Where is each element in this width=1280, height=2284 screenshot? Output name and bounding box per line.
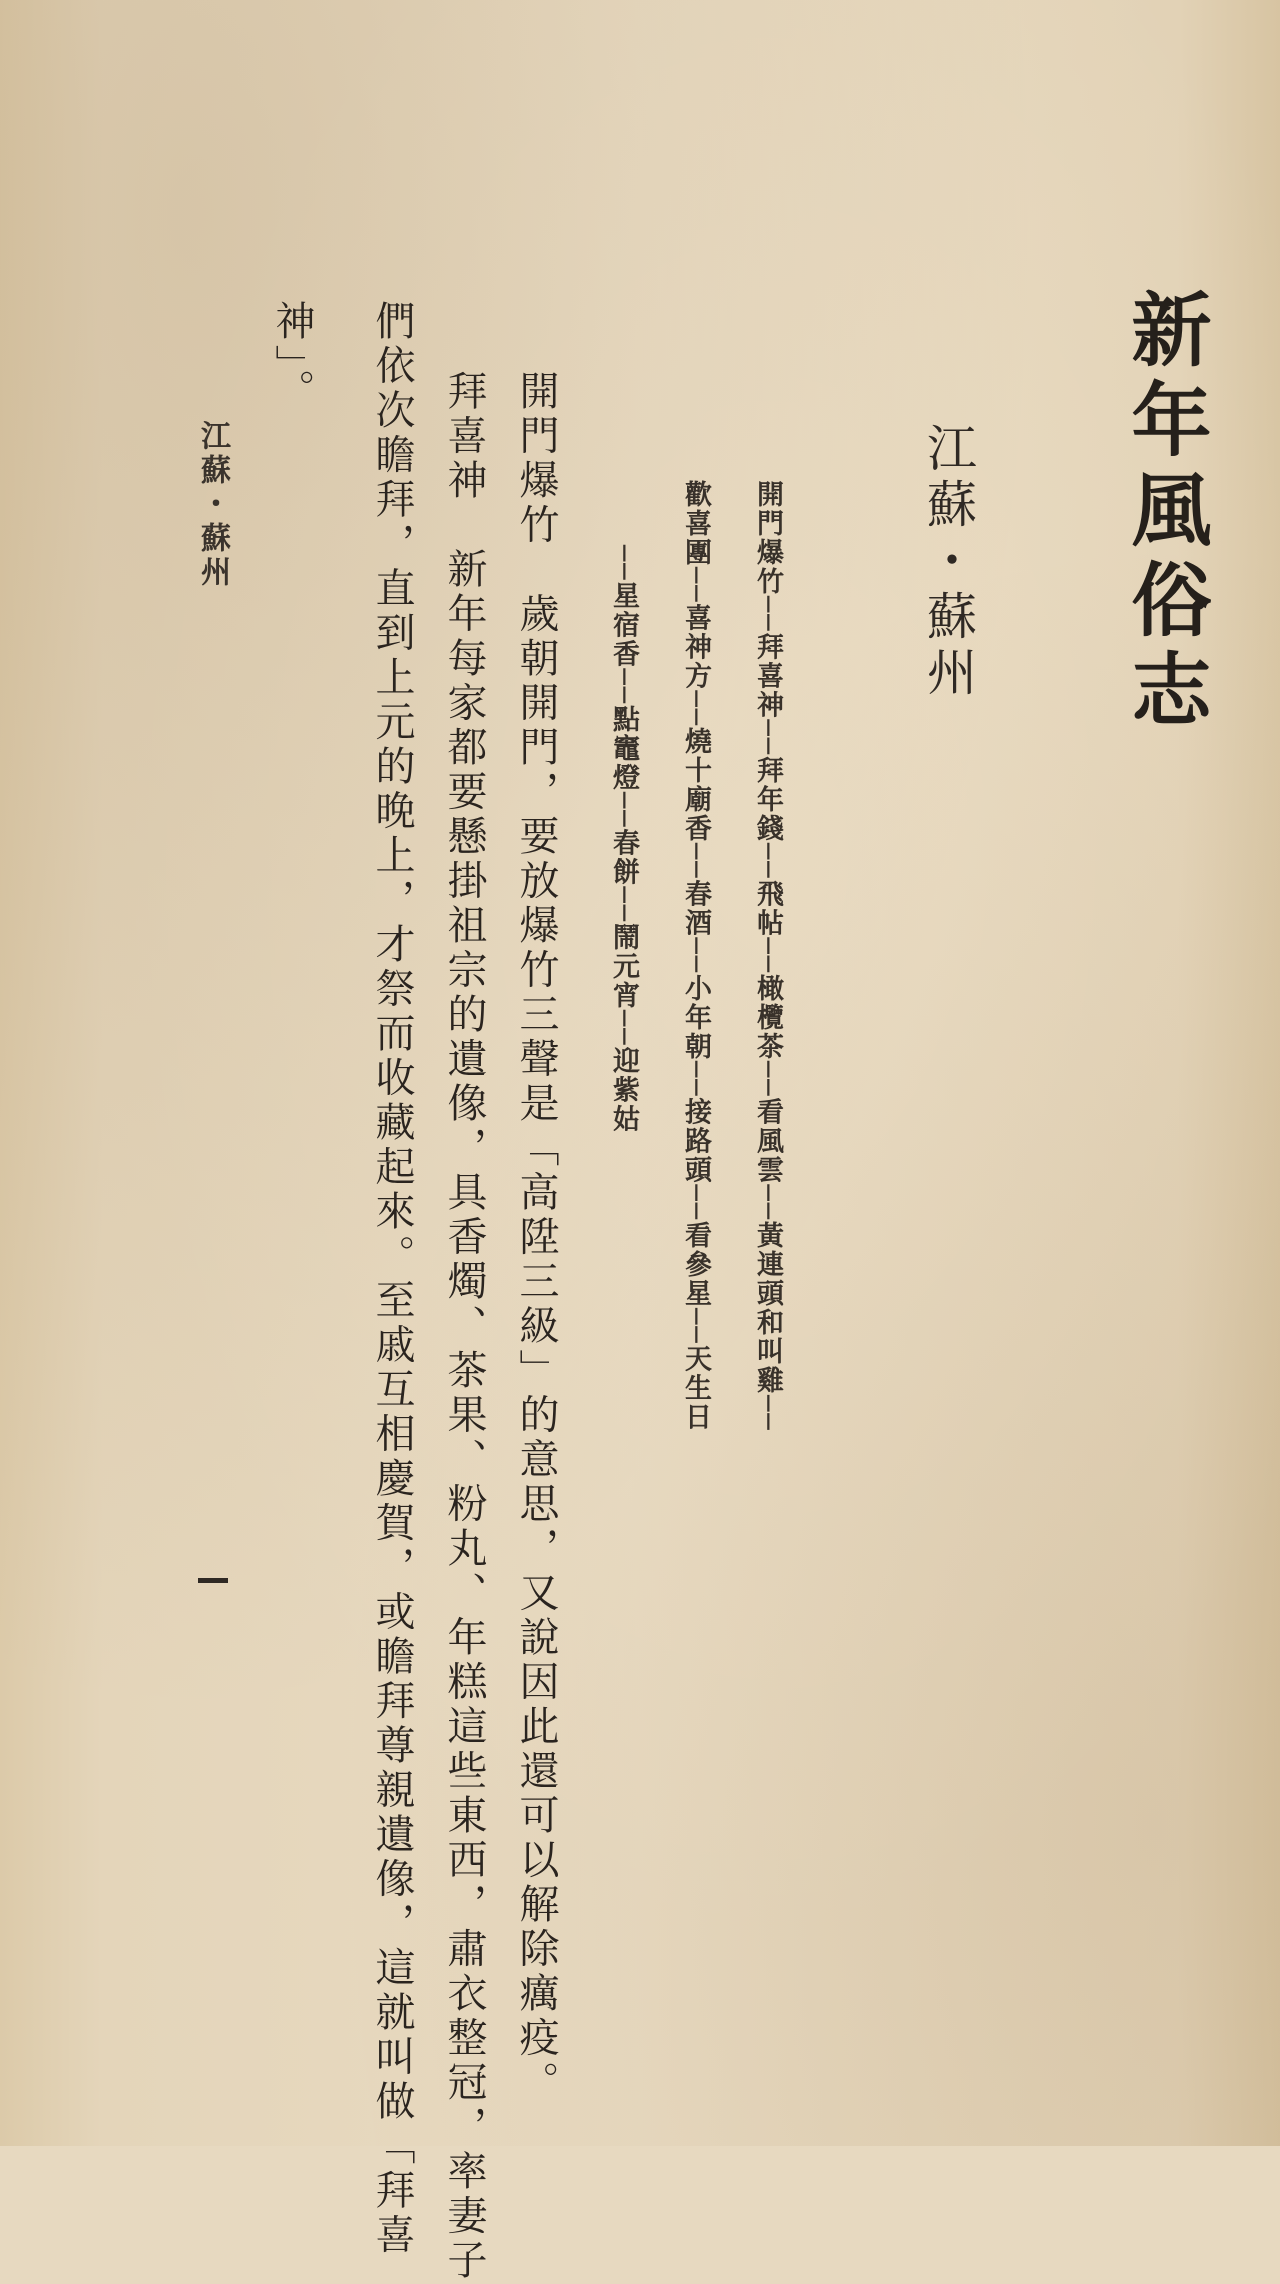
page-title: 新年風俗志 xyxy=(1118,288,1212,738)
body-line-4: 神」。 xyxy=(269,300,315,414)
body-line-2: 拜喜神 新年每家都要懸掛祖宗的遺像，具香燭、茶果、粉丸、年糕這些東西，肅衣整冠，率妻子 xyxy=(441,370,487,2284)
body-line-1: 開門爆竹 歲朝開門，要放爆竹三聲是「高陞三級」的意思，又說因此還可以解除癘疫。 xyxy=(513,370,559,2106)
toc-line-3: ──星宿香──點竈燈──春餅──鬧元宵──迎紫姑 xyxy=(608,545,639,1134)
body-line-3: 們依次瞻拜，直到上元的晚上，才祭而收藏起來。至戚互相慶賀，或瞻拜尊親遺像，這就叫做「拜喜 xyxy=(369,300,415,2258)
toc-line-2: 歡喜團──喜神方──燒十廟香──春酒──小年朝──接路頭──看參星──天生日 xyxy=(680,480,711,1432)
toc-line-1: 開門爆竹──拜喜神──拜年錢──飛帖──橄欖茶──看風雲──黃連頭和叫雞── xyxy=(752,480,783,1432)
running-head: 江蘇・蘇州 xyxy=(195,420,230,590)
page-number xyxy=(198,1578,228,1583)
region-subtitle: 江蘇・蘇州 xyxy=(919,422,977,702)
